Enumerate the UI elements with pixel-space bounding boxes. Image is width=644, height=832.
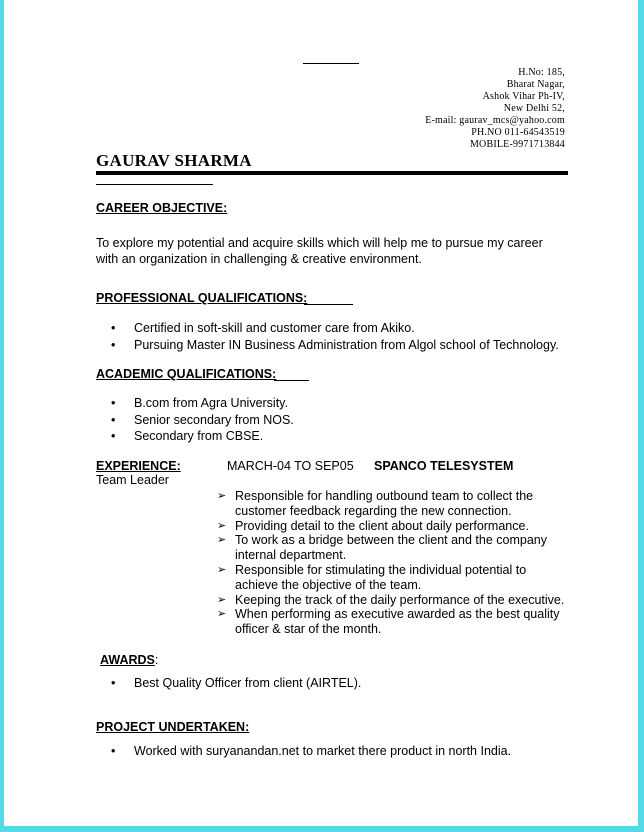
candidate-name: GAURAV SHARMA (96, 151, 252, 170)
experience-duties-list (217, 489, 569, 637)
awards-list (96, 675, 576, 692)
list-item: ➢ Keeping the track of the daily performance of the executive. (217, 593, 569, 608)
address-line-3: Ashok Vihar Ph-IV, (482, 91, 565, 102)
list-item: • Worked with suryanandan.net to market there product in north India. (96, 743, 596, 760)
list-item: ➢ Responsible for handling outbound team to collect the customer feedback regarding the new connection. (217, 489, 569, 519)
address-line-1: H.No: 185, (518, 67, 565, 78)
awards-heading-row (100, 653, 158, 667)
professional-qualifications-heading: PROFESSIONAL QUALIFICATIONS: (96, 291, 308, 305)
academic-list (96, 395, 576, 445)
address-line-2: Bharat Nagar, (506, 79, 565, 90)
list-item: ➢ Providing detail to the client about daily performance. (217, 519, 569, 534)
experience-period: MARCH-04 TO SEP05 (227, 459, 354, 473)
mobile-line: MOBILE-9971713844 (469, 139, 565, 150)
address-line-4: New Delhi 52, (503, 103, 565, 114)
short-divider (96, 184, 213, 185)
header-rule (303, 63, 359, 64)
career-objective-heading: CAREER OBJECTIVE: (96, 201, 228, 215)
experience-role: Team Leader (96, 473, 169, 487)
list-item: • B.com from Agra University. (96, 395, 576, 412)
list-item: • Senior secondary from NOS. (96, 412, 576, 429)
list-item: • Pursuing Master IN Business Administration from Algol school of Technology. (96, 337, 596, 354)
career-objective-text: To explore my potential and acquire skills which will help me to pursue my career with an organization in challenging & creative environment. (96, 236, 543, 266)
awards-heading: AWARDS (100, 653, 155, 667)
academic-heading-underline (274, 380, 309, 381)
academic-qualifications-heading: ACADEMIC QUALIFICATIONS: (96, 367, 277, 381)
list-item: • Certified in soft-skill and customer care from Akiko. (96, 320, 596, 337)
phone-line: PH.NO 011-64543519 (471, 127, 565, 138)
list-item: ➢ To work as a bridge between the client and the company internal department. (217, 533, 569, 563)
professional-list (96, 320, 596, 353)
project-heading: PROJECT UNDERTAKEN: (96, 720, 250, 734)
list-item: ➢ When performing as executive awarded as the best quality officer & star of the month. (217, 607, 569, 637)
experience-company: SPANCO TELESYSTEM (374, 459, 514, 473)
list-item: ➢ Responsible for stimulating the individual potential to achieve the objective of the team. (217, 563, 569, 593)
professional-heading-underline (304, 304, 353, 305)
email-line: E-mail: gaurav_mcs@yahoo.com (425, 115, 565, 126)
list-item: • Best Quality Officer from client (AIRTEL). (96, 675, 576, 692)
project-list (96, 743, 596, 760)
awards-colon: : (154, 653, 159, 667)
name-divider (96, 171, 568, 175)
list-item: • Secondary from CBSE. (96, 428, 576, 445)
resume-page (4, 0, 638, 826)
experience-heading: EXPERIENCE: (96, 459, 181, 473)
